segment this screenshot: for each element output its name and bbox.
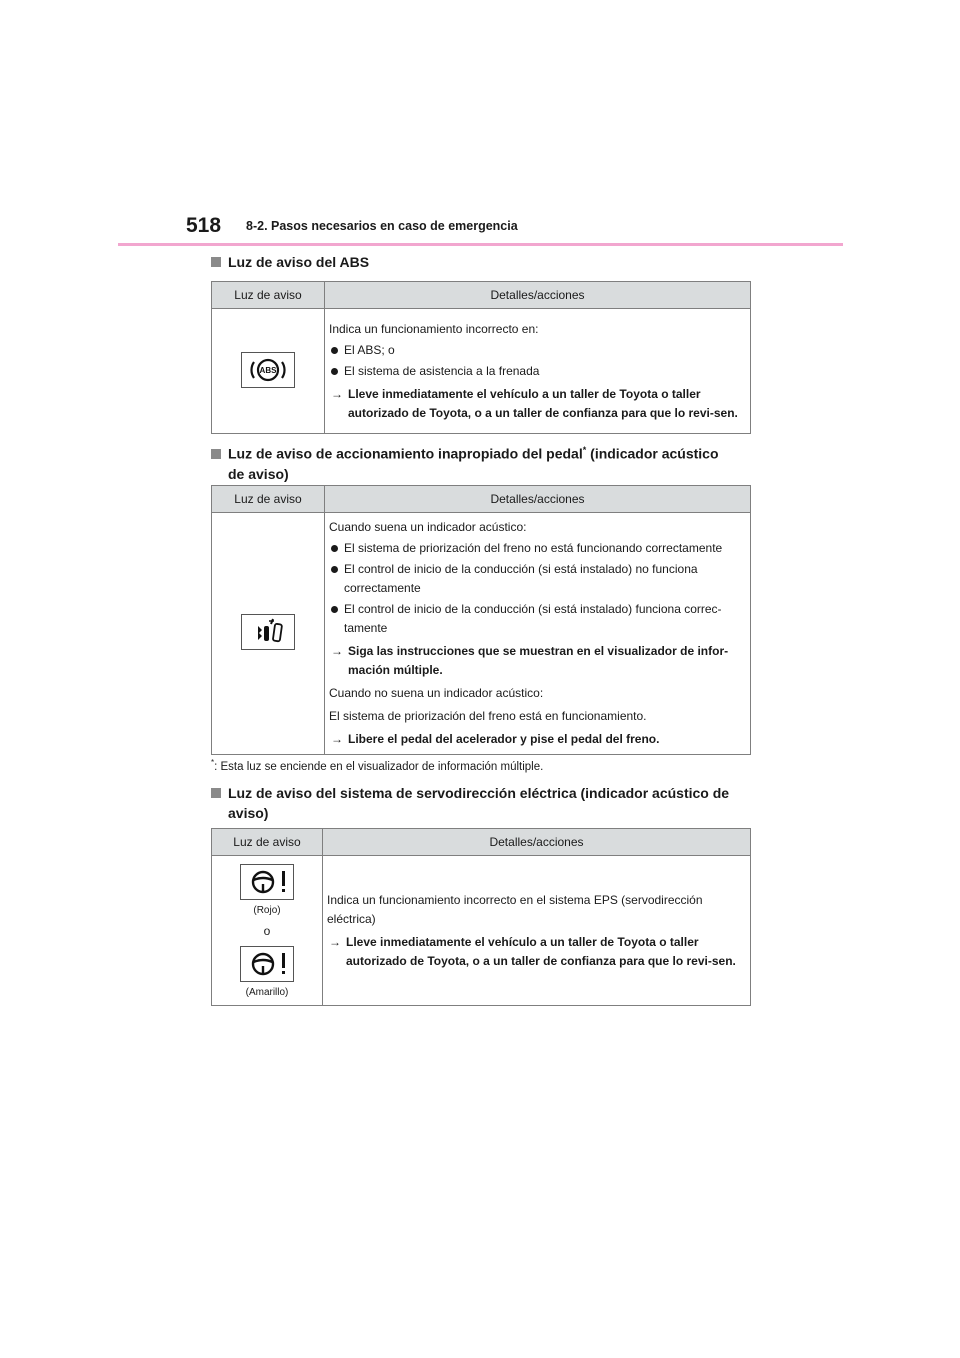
action-item: → Siga las instrucciones que se muestran en el visualizador de infor-mación múltiple.: [331, 644, 729, 677]
detail-intro: Indica un funcionamiento incorrecto en:: [329, 321, 539, 336]
page-header: [0, 0, 960, 250]
footnote: *: Esta luz se enciende en el visualizador de información múltiple.: [211, 758, 544, 773]
footnote-mark: *: [582, 445, 587, 455]
section-title-abs: Luz de aviso del ABS: [211, 252, 756, 272]
section-title-pedal: Luz de aviso de accionamiento inapropiado del pedal* (indicador acústico de aviso): [211, 440, 756, 484]
footnote-mark: *: [211, 758, 215, 767]
col-header-lamp: Luz de aviso: [212, 486, 325, 513]
lamp-cell: [212, 513, 325, 755]
bullet-item: El control de inicio de la conducción (si está instalado) no funciona correctamente: [329, 560, 746, 598]
arrow-icon: →: [331, 386, 343, 401]
action-item: → Lleve inmediatamente el vehículo a un taller de Toyota o taller autorizado de Toyota, o a un taller de confianza para que lo revi-sen.: [331, 386, 738, 420]
col-header-details: Detalles/acciones: [325, 486, 751, 513]
lamp-cell: [212, 309, 325, 434]
abs-table: [211, 281, 751, 434]
bullet-item: El sistema de asistencia a la frenada: [329, 362, 746, 381]
steering-warning-icon: [240, 946, 294, 982]
page-number: 518: [186, 214, 222, 237]
caption-amber: (Amarillo): [245, 986, 289, 998]
detail-no-sound-desc: El sistema de priorización del freno está en funcionamiento.: [329, 709, 647, 723]
details-cell: [325, 513, 751, 755]
pedal-table: [211, 485, 751, 755]
bullet-item: El ABS; o: [329, 341, 746, 360]
detail-intro: Cuando suena un indicador acústico:: [329, 520, 527, 534]
details-cell: [325, 309, 751, 434]
section-marker: [211, 449, 221, 459]
detail-no-sound: Cuando no suena un indicador acústico:: [329, 686, 544, 700]
bullet-item: El control de inicio de la conducción (si está instalado) funciona correc-tamente: [329, 600, 746, 638]
section-marker: [211, 788, 221, 798]
bullet-item: El sistema de priorización del freno no está funcionando correctamente: [329, 539, 746, 558]
section-marker: [211, 257, 221, 267]
header-rule: [118, 243, 843, 246]
lamp-cell: [212, 856, 323, 1006]
eps-table: [211, 828, 751, 1006]
or-text: o: [263, 923, 271, 938]
chapter-title: 8-2. Pasos necesarios en caso de emergencia: [246, 219, 518, 233]
pedal-misoperation-icon: [241, 614, 295, 650]
col-header-lamp: Luz de aviso: [212, 282, 325, 309]
arrow-icon: →: [331, 732, 343, 746]
col-header-details: Detalles/acciones: [325, 282, 751, 309]
abs-warning-icon: [241, 352, 295, 388]
arrow-icon: →: [329, 934, 341, 949]
col-header-lamp: Luz de aviso: [212, 829, 323, 856]
arrow-icon: →: [331, 644, 343, 658]
svg-text:ABS: ABS: [259, 365, 277, 375]
col-header-details: Detalles/acciones: [323, 829, 751, 856]
caption-red: (Rojo): [253, 904, 281, 916]
action-item: → Lleve inmediatamente el vehículo a un taller de Toyota o taller autorizado de Toyota, o a un taller de confianza para que lo revi-sen.: [329, 934, 736, 968]
section-title-eps: Luz de aviso del sistema de servodirección eléctrica (indicador acústico de aviso): [211, 783, 756, 823]
detail-intro: Indica un funcionamiento incorrecto en el sistema EPS (servodirección eléctrica): [327, 892, 703, 926]
steering-warning-icon: [240, 864, 294, 900]
details-cell: [323, 856, 751, 1006]
action-item: → Libere el pedal del acelerador y pise el pedal del freno.: [329, 730, 746, 749]
